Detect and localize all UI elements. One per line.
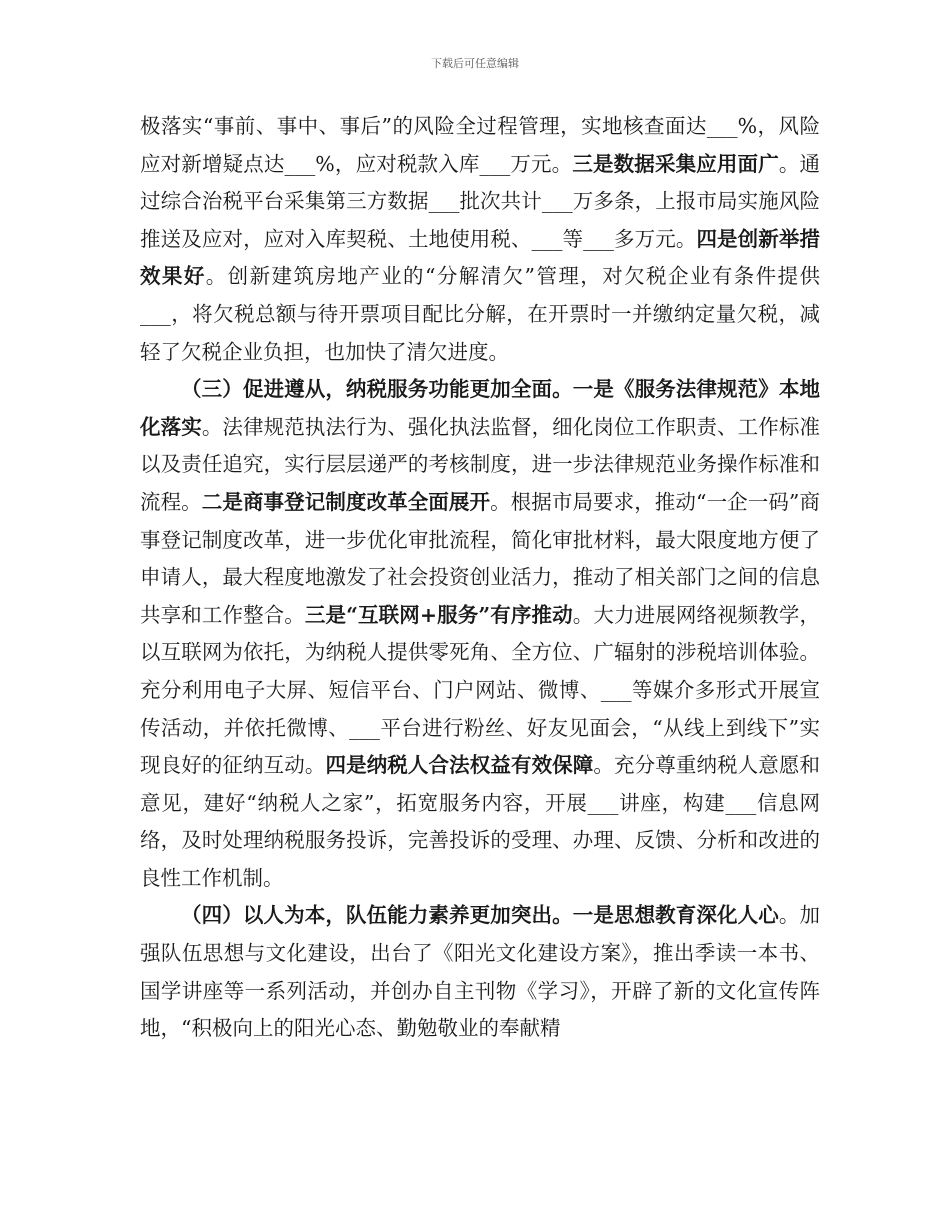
bold-heading: 四是创新举措效果好 (140, 226, 821, 289)
bold-heading: 一是思想教育深化人心 (572, 903, 779, 928)
section-heading: （四）以人为本，队伍能力素养更加突出。 (181, 903, 573, 928)
bold-heading: 二是商事登记制度改革全面展开 (201, 489, 491, 514)
text-run: 。根据市局要求，推动“一企一码”商事登记制度改革，进一步优化审批流程，简化审批材料，最大限度地方便了申请人，最大程度地激发了社会投资创业活力，推动了相关部门之间的信息共享和工作整合。 (140, 489, 821, 627)
bold-heading: 三是“互联网+服务”有序推动 (304, 602, 573, 627)
paragraph (140, 108, 820, 371)
paragraph (140, 371, 820, 897)
text-run: 。创新建筑房地产业的“分解清欠”管理，对欠税企业有条件提供___，将欠税总额与待开票项目配比分解，在开票时一并缴纳定量欠税，减轻了欠税企业负担，也加快了清欠进度。 (140, 264, 820, 364)
text-run: 。加强队伍思想与文化建设，出台了《阳光文化建设方案》，推出季读一本书、国学讲座等一系列活动，并创办自主刊物《学习》，开辟了新的文化宣传阵地，“积极向上的阳光心态、勤勉敬业的奉献精 (140, 903, 821, 1041)
document-body (140, 108, 820, 1048)
text-run: 。充分尊重纳税人意愿和意见，建好“纳税人之家”，拓宽服务内容，开展___讲座，构建___信息网络，及时处理纳税服务投诉，完善投诉的受理、办理、反馈、分析和改进的良性工作机制。 (140, 753, 820, 890)
text-run: 极落实“事前、事中、事后”的风险全过程管理，实地核查面达___%，风险应对新增疑点达___%，应对税款入库___万元。 (140, 114, 820, 176)
text-run: 。大力进展网络视频教学，以互联网为依托，为纳税人提供零死角、全方位、广辐射的涉税培训体验。充分利用电子大屏、短信平台、门户网站、微博、___等媒介多形式开展宣传活动，并依托微博、___平台进行粉丝、好友见面会，“从线上到线下”实现良好的征纳互动。 (140, 602, 820, 778)
text-run: 。通过综合治税平台采集第三方数据___批次共计___万多条，上报市局实施风险推送及应对，应对入库契税、土地使用税、___等___多万元。 (140, 151, 821, 251)
section-heading: （三）促进遵从，纳税服务功能更加全面。 (181, 377, 573, 402)
page-header: 下载后可任意编辑 (431, 57, 519, 70)
bold-heading: 一是《服务法律规范》本地化落实 (140, 377, 821, 439)
bold-heading: 三是数据采集应用面广 (572, 151, 779, 176)
paragraph (140, 897, 820, 1047)
text-run: 。法律规范执法行为、强化执法监督，细化岗位工作职责、工作标准以及责任追究，实行层层递严的考核制度，进一步法律规范业务操作标准和流程。 (140, 414, 820, 514)
bold-heading: 四是纳税人合法权益有效保障 (325, 753, 594, 778)
